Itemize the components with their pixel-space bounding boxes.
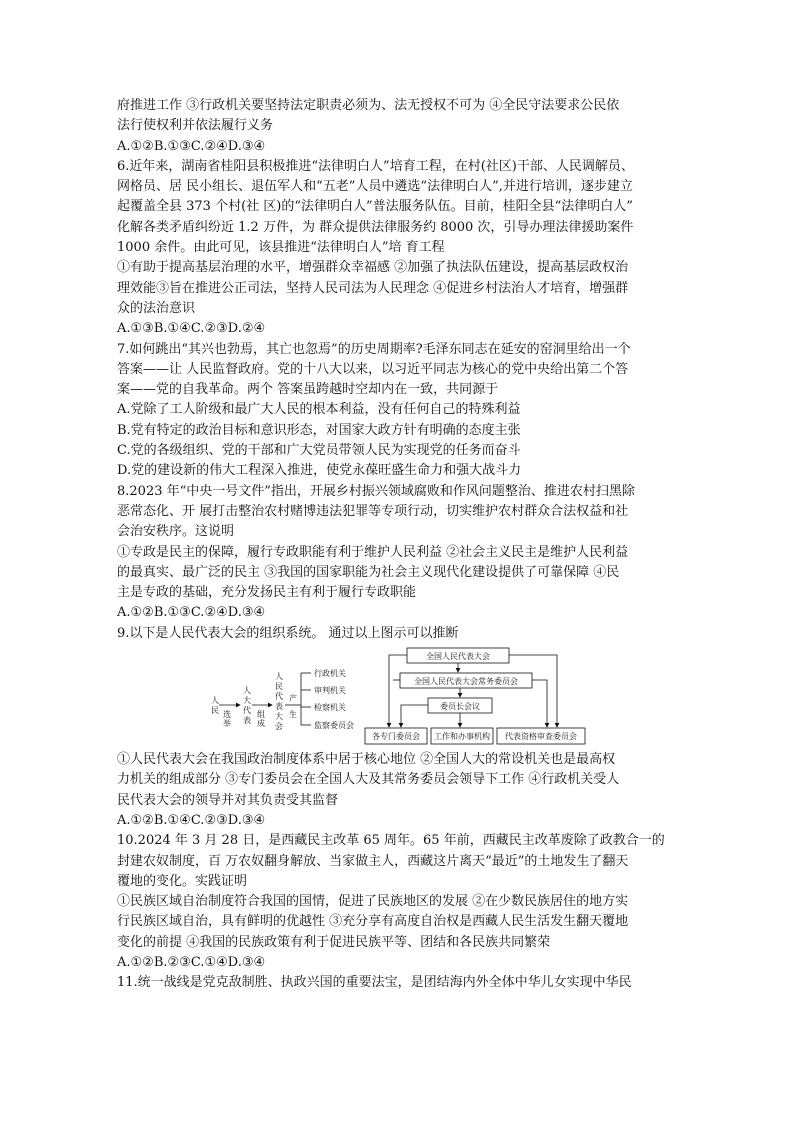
diagram-congress-char: 人 [275, 672, 283, 682]
diagram-bottom-label: 各专门委员会 [372, 732, 420, 742]
text-line: 会治安秩序。这说明 [117, 524, 235, 540]
text-line: 法行使权利并依法履行义务 [117, 118, 274, 134]
text-line: C.党的各级组织、党的干部和广大党员带领人民为实现党的任务而奋斗 [117, 443, 521, 459]
diagram-organ: 监察委员会 [314, 721, 354, 731]
text-line: ①民族区域自治制度符合我国的国情，促进了民族地区的发展 ②在少数民族居住的地方实 [117, 894, 629, 910]
arrow-chairmen-committees [401, 705, 428, 727]
diagram-deputies-char2: 大 [243, 696, 251, 706]
text-line: 起覆盖全县 373 个村(社 区)的“法律明白人”普法服务队伍。目前，桂阳全县“法律明白人” [117, 199, 633, 215]
diagram-svg [117, 645, 679, 747]
text-line: D.党的建设新的伟大工程深入推进，使党永葆旺盛生命力和强大战斗力 [117, 463, 522, 479]
diagram-organ: 检察机关 [314, 703, 346, 713]
diagram-elect-char2: 举 [223, 719, 231, 729]
arrow-npcsc-qualification [532, 680, 547, 727]
text-line: 11.统一战线是党克敌制胜、执政兴国的重要法宝，是团结海内外全体中华儿女实现中华民 [117, 975, 632, 991]
text-line: 封建农奴制度，百 万农奴翻身解放、当家做主人，西藏这片离天“最近”的土地发生了翻天 [117, 853, 629, 869]
arrow-npc-qualification [509, 655, 557, 727]
text-line: 众的法治意识 [117, 300, 196, 316]
text-line: A.党除了工人阶级和最广大人民的根本利益，没有任何自己的特殊利益 [117, 402, 521, 418]
text-line: A.①②B.②③C.①④D.③④ [117, 954, 266, 970]
text-line: 覆地的变化。实践证明 [117, 873, 248, 889]
text-line: 9.以下是人民代表大会的组织系统。 通过以上图示可以推断 [117, 625, 459, 641]
arrow-npc-committees [389, 655, 407, 727]
text-line: 答案——让 人民监督政府。党的十八大以来，以习近平同志为核心的党中央给出第二个答 [117, 361, 629, 377]
text-line: ①有助于提高基层治理的水平，增强群众幸福感 ②加强了执法队伍建设，提高基层政权治 [117, 260, 629, 276]
text-line: 7.如何跳出“其兴也勃焉，其亡也忽焉”的历史周期率?毛泽东同志在延安的窑洞里给出一个 [117, 341, 631, 357]
diagram-elect-char1: 选 [223, 710, 231, 720]
diagram-congress-char: 大 [275, 712, 283, 722]
text-line: A.①③B.①④C.②③D.②④ [117, 321, 266, 337]
diagram-compose-char2: 成 [257, 719, 265, 729]
text-line: 恶常态化、开 展打击整治农村赌博违法犯罪等专项行动，切实维护农村群众合法权益和社 [117, 503, 629, 519]
diagram-deputies-char3: 代 [243, 706, 251, 716]
text-line: ①人民代表大会在我国政治制度体系中居于核心地位 ②全国人大的常设机关也是最高权 [117, 752, 616, 768]
text-line: 10.2024 年 3 月 28 日，是西藏民主改革 65 周年。65 年前，西藏民主改革废除了政教合一的 [117, 833, 665, 849]
text-line: 力机关的组成部分 ③专门委员会在全国人大及其常务委员会领导下工作 ④行政机关受人 [117, 772, 620, 788]
text-block-top [117, 96, 679, 644]
text-line: 网格员、居 民小组长、退伍军人和“五老”人员中遴选“法律明白人”,并进行培训，逐步建立 [117, 179, 633, 195]
text-line: A.①②B.①④C.②③D.③④ [117, 812, 266, 828]
diagram-people-char2: 民 [211, 706, 219, 716]
exam-page [117, 96, 679, 994]
diagram-organ: 行政机关 [314, 669, 346, 679]
diagram-congress-char: 民 [275, 682, 283, 692]
diagram-npc-label: 全国人民代表大会 [426, 652, 490, 662]
diagram-congress-char: 会 [275, 722, 283, 732]
text-line: 的最真实、最广泛的民主 ③我国的国家职能为社会主义现代化建设提供了可靠保障 ④民 [117, 564, 620, 580]
text-line: 民代表大会的领导并对其负责受其监督 [117, 792, 339, 808]
text-line: 府推进工作 ③行政机关要坚持法定职责必须为、法无授权不可为 ④全民守法要求公民依 [117, 98, 620, 113]
text-line: 理效能③旨在推进公正司法，坚持人民司法为人民理念 ④促进乡村法治人才培育，增强群 [117, 280, 629, 296]
diagram-bottom-label: 工作和办事机构 [434, 732, 490, 742]
npc-organization-diagram [117, 645, 679, 747]
text-line: B.党有特定的政治目标和意识形态，对国家大政方针有明确的态度主张 [117, 422, 521, 438]
diagram-npcsc-label: 全国人民代表大会常务委员会 [414, 677, 518, 687]
text-line: A.①②B.①③C.②④D.③④ [117, 605, 266, 621]
diagram-compose-char1: 组 [257, 710, 265, 720]
text-line: 化解各类矛盾纠纷近 1.2 万件，为 群众提供法律服务约 8000 次，引导办理法律援助案件 [117, 219, 634, 235]
text-line: 主是专政的基础，充分发扬民主有利于履行专政职能 [117, 585, 417, 601]
text-line: 行民族区域自治，具有鲜明的优越性 ③充分享有高度自治权是西藏人民生活发生翻天覆地 [117, 914, 629, 930]
diagram-congress-char: 表 [275, 702, 283, 712]
text-line: 6.近年来，湖南省桂阳县积极推进“法律明白人”培育工程，在村(社区)干部、人民调解员、 [117, 158, 634, 174]
diagram-produce-char2: 生 [289, 710, 297, 720]
text-line: 8.2023 年“中央一号文件”指出，开展乡村振兴领域腐败和作风问题整治、推进农村扫黑除 [117, 483, 635, 499]
text-line: ①专政是民主的保障，履行专政职能有利于维护人民利益 ②社会主义民主是维护人民利益 [117, 544, 629, 560]
text-line: 案——党的自我革命。两个 答案虽跨越时空却内在一致，共同源于 [117, 382, 499, 398]
text-line: A.①②B.①③C.②④D.③④ [117, 138, 266, 154]
diagram-bottom-label: 代表资格审查委员会 [505, 732, 577, 742]
text-line: 1000 余件。由此可见，该县推进“法律明白人”培 育工程 [117, 240, 445, 256]
text-line: 变化的前提 ④我国的民族政策有利于促进民族平等、团结和各民族共同繁荣 [117, 934, 551, 950]
diagram-produce-char1: 产 [289, 694, 297, 704]
diagram-deputies-char4: 表 [243, 716, 251, 726]
text-block-bottom [117, 750, 679, 994]
diagram-organ: 审判机关 [314, 686, 346, 696]
diagram-congress-char: 代 [275, 692, 283, 702]
diagram-people-char1: 人 [211, 696, 219, 706]
diagram-deputies-char1: 人 [243, 686, 251, 696]
diagram-chairmen-label: 委员长会议 [440, 702, 480, 712]
